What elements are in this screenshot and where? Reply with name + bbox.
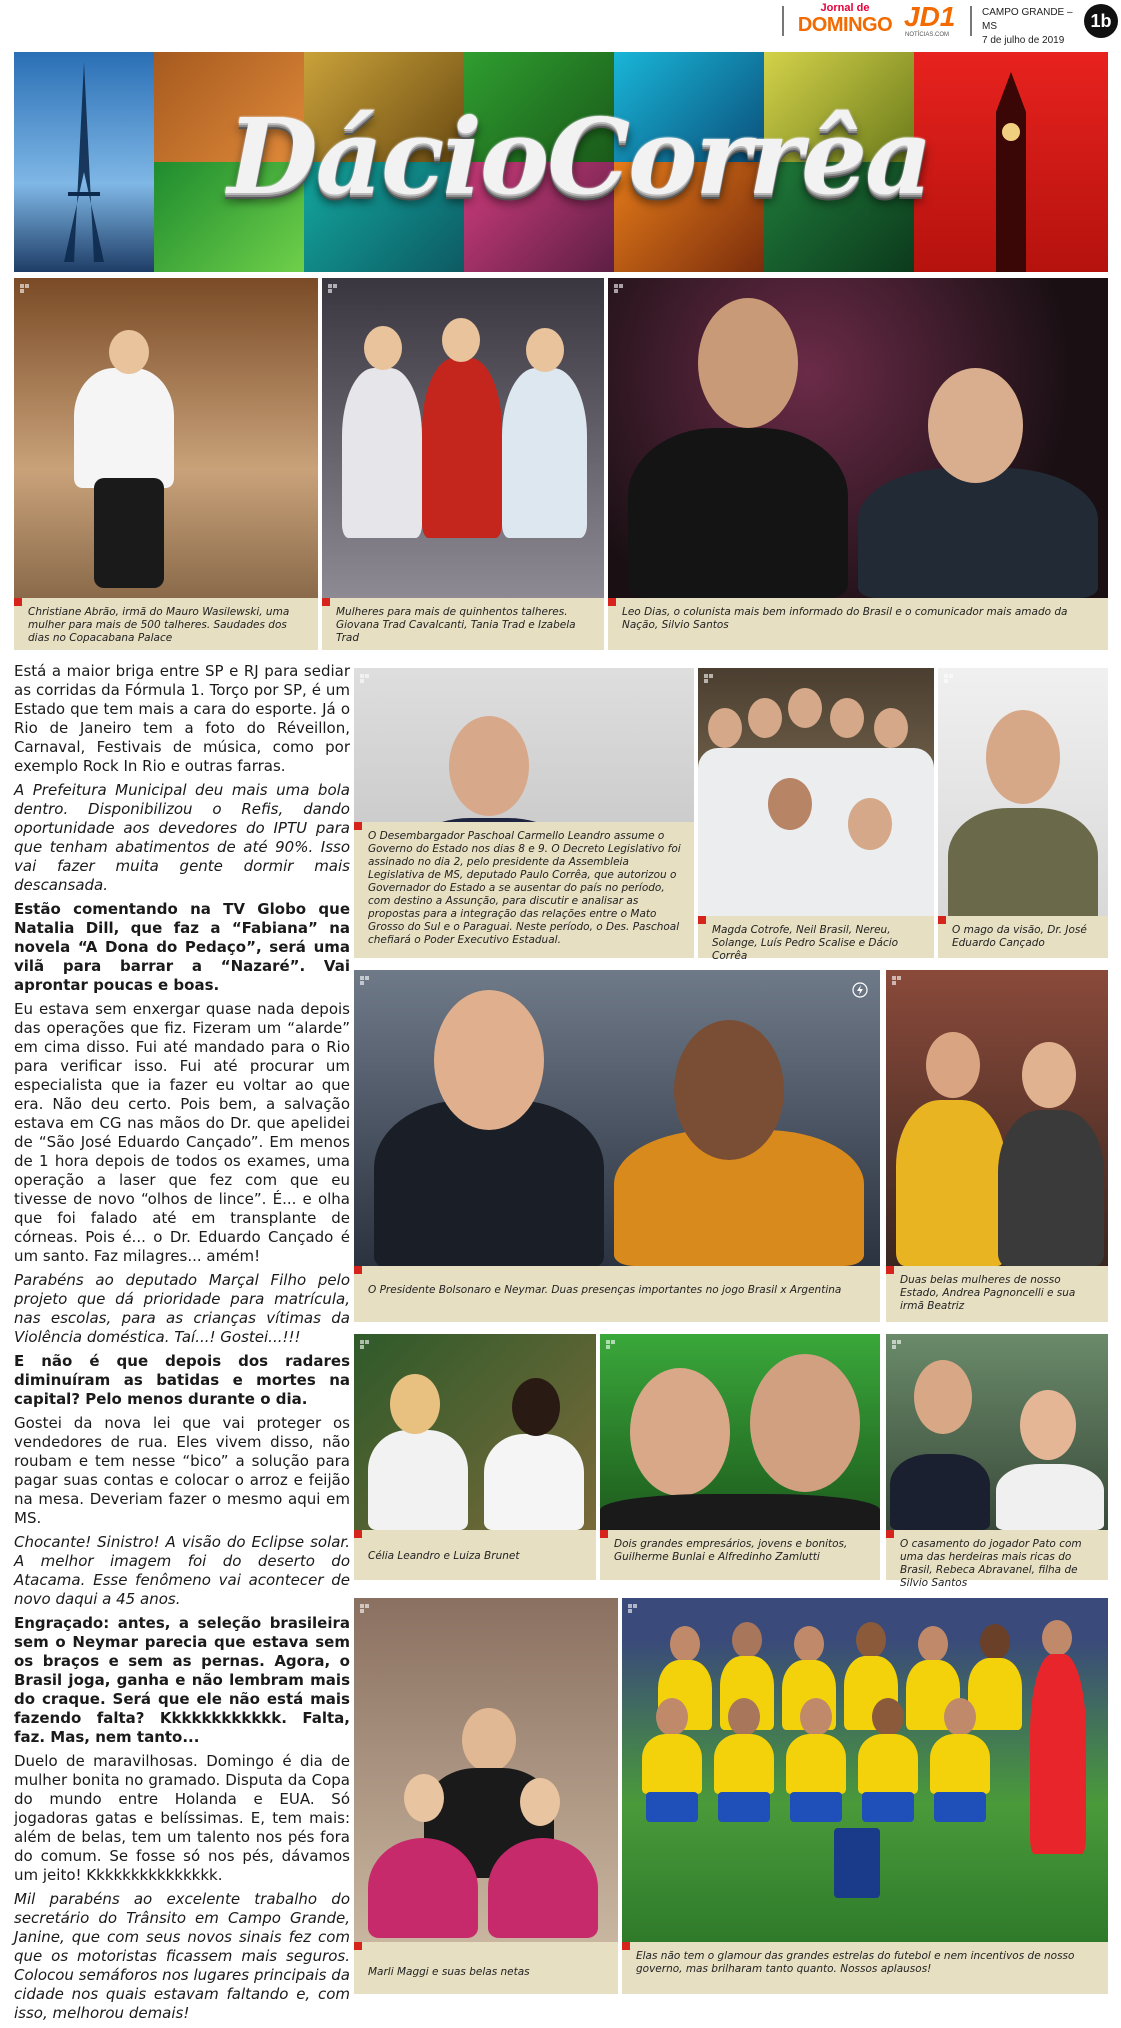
team-pennant	[834, 1828, 880, 1898]
caption-box	[14, 598, 318, 650]
caption-leo-dias: Leo Dias, o colunista mais bem informado do Brasil e o comunicador mais amado da Nação, Silvio Santos	[622, 606, 1068, 631]
caption-marli-maggi: Marli Maggi e suas belas netas	[368, 1966, 530, 1978]
photo-christiane-abrao	[14, 278, 318, 598]
caption-pato-rebeca: O casamento do jogador Pato com uma das herdeiras mais ricas do Brasil, Rebeca Abravanel, filha de Silvio Santos	[900, 1538, 1082, 1589]
jornal-de-domingo-logo	[790, 3, 900, 39]
jd1-logo	[904, 1, 956, 40]
paragraph: Duelo de maravilhosas. Domingo é dia de mulher bonita no gramado. Disputa da Copa do mundo entre Holanda e EUA. Só jogadoras gatas e belíssimas. E, tem mais: além de belas, tem um talento nos pés fora do comum. Se fosse só nos pés, dávamos um jeito! Kkkkkkkkkkkkkkk.	[14, 1752, 350, 1884]
photo-marli-maggi	[354, 1598, 618, 1942]
paragraph: Engraçado: antes, a seleção brasileira sem o Neymar parecia que estava sem os braços e sem as pernas. Agora, o Brasil joga, ganha e não lembram mais do craque. Será que ele não está mais fazendo falta? Kkkkkkkkkkkk. Falta, faz. Mas, nem tanto...	[14, 1614, 350, 1746]
paragraph: Mil parabéns ao excelente trabalho do secretário do Trânsito em Campo Grande, Janine, que com seus novos sinais fez com que os motoristas ficassem mais seguros. Colocou semáforos nos lugares principais da cidade nos quais estavam faltando e, com isso, melhorou demais!	[14, 1890, 350, 2022]
caption-box	[354, 1266, 880, 1322]
caption-box	[886, 1266, 1108, 1322]
paragraph: Parabéns ao deputado Marçal Filho pelo projeto que dá prioridade para matrícula, nas escolas, para as crianças vítimas da Violência doméstica. Taí...! Gostei...!!!	[14, 1271, 350, 1346]
caption-two-women: Duas belas mulheres de nosso Estado, Andrea Pagnoncelli e sua irmã Beatriz	[900, 1274, 1076, 1312]
column-text	[14, 662, 350, 2028]
caption-box	[354, 1942, 618, 1994]
caption-celia-luiza: Célia Leandro e Luiza Brunet	[368, 1550, 520, 1562]
banner-tile-paris	[14, 52, 154, 272]
jd1-logo-text: JD1	[904, 1, 956, 32]
photo-pato-rebeca	[886, 1334, 1108, 1530]
paragraph: A Prefeitura Municipal deu mais uma bola dentro. Disponibilizou o Refis, dando oportunidade aos devedores do IPTU para que tenham abatimentos de até 90%. Isso vai fazer muita gente dormir mais descansada.	[14, 781, 350, 894]
caption-box	[622, 1942, 1108, 1994]
caption-box	[600, 1530, 880, 1580]
location-text: CAMPO GRANDE – MS	[982, 7, 1073, 32]
date-text: 7 de julho de 2019	[982, 35, 1065, 46]
brand-small-text: Jornal de	[820, 2, 870, 14]
caption-christiane-abrao: Christiane Abrão, irmã do Mauro Wasilewski, uma mulher para mais de 500 talheres. Saudades dos dias no Copacabana Palace	[28, 606, 290, 644]
photo-mago-da-visao	[938, 668, 1108, 924]
photo-celia-luiza	[354, 1334, 596, 1530]
caption-box	[886, 1530, 1108, 1589]
caption-box	[354, 822, 694, 958]
paragraph: Estão comentando na TV Globo que Natalia Dill, que faz a “Fabiana” na novela “A Dona do Pedaço”, será uma vilã para barrar a “Nazaré”. Vai aprontar poucas e boas.	[14, 900, 350, 994]
caption-desembargador: O Desembargador Paschoal Carmello Leandro assume o Governo do Estado nos dias 8 e 9. O Decreto Legislativo foi assinado no dia 2, pelo presidente da Assembleia Legislativa de MS, deputado Paulo Corrêa, que autorizou o Governador do Estado a se ausentar do país no período, com destino a Assunção, para discutir e analisar as propostas para a integração das relações entre o Mato Grosso do Sul e o Paraguai. Neste período, o Des. Paschoal chefiará o Poder Executivo Estadual.	[368, 830, 681, 946]
photo-bolsonaro-neymar	[354, 970, 880, 1266]
caption-box	[608, 598, 1108, 650]
masthead-bar	[0, 0, 1121, 44]
caption-businessmen: Dois grandes empresários, jovens e bonitos, Guilherme Bunlai e Alfredinho Zamlutti	[614, 1538, 848, 1563]
caption-trad-women: Mulheres para mais de quinhentos talheres. Giovana Trad Cavalcanti, Tania Trad e Izabela Trad	[336, 606, 576, 644]
column-banner	[14, 52, 1108, 272]
caption-box	[698, 916, 934, 962]
caption-bolsonaro-neymar: O Presidente Bolsonaro e Neymar. Duas presenças importantes no jogo Brasil x Argentina	[368, 1284, 842, 1296]
photo-football-team	[622, 1598, 1108, 1942]
photo-leo-dias-silvio-santos	[608, 278, 1108, 598]
separator	[970, 6, 972, 36]
caption-football-team: Elas não tem o glamour das grandes estrelas do futebol e nem incentivos de nosso governo, mas brilharam tanto quanto. Nossos aplausos!	[636, 1950, 1075, 1975]
separator	[782, 6, 784, 36]
paragraph: Gostei da nova lei que vai proteger os vendedores de rua. Eles vivem disso, não roubam e tem nesse “bico” a solução para pagar suas contas e colocar o arroz e feijão na mesa. Deveriam fazer o mesmo aqui em MS.	[14, 1414, 350, 1527]
dateline	[982, 6, 1082, 48]
paragraph: Chocante! Sinistro! A visão do Eclipse solar. A melhor imagem foi do deserto do Atacama. Esse fenômeno vai acontecer de novo daqui a 45 anos.	[14, 1533, 350, 1608]
paragraph: Está a maior briga entre SP e RJ para sediar as corridas da Fórmula 1. Torço por SP, é um Estado que tem mais a cara do esporte. Já o Rio de Janeiro tem a foto do Réveillon, Carnaval, Festivais de música, como por exemplo Rock In Rio e outras farras.	[14, 662, 350, 775]
caption-box	[938, 916, 1108, 958]
paragraph: E não é que depois dos radares diminuíram as batidas e mortes na capital? Pelo menos durante o dia.	[14, 1352, 350, 1408]
eiffel-tower-icon	[14, 52, 154, 272]
photo-trad-women	[322, 278, 604, 598]
photo-group	[698, 668, 934, 924]
caption-mago-da-visao: O mago da visão, Dr. José Eduardo Cançado	[952, 924, 1087, 949]
page-number-badge: 1b	[1084, 4, 1118, 38]
caption-group: Magda Cotrofe, Neil Brasil, Nereu, Solange, Luís Pedro Scalise e Dácio Corrêa	[712, 924, 899, 962]
lightning-bolt-icon	[852, 982, 868, 998]
photo-businessmen	[600, 1334, 880, 1530]
brand-big-text: DOMINGO	[797, 14, 893, 36]
jd1-sub-text: NOTÍCIAS.COM	[904, 32, 949, 38]
caption-box	[322, 598, 604, 650]
column-title: DácioCorrêa	[227, 95, 931, 218]
caption-box	[354, 1530, 596, 1580]
photo-two-women	[886, 970, 1108, 1266]
paragraph: Eu estava sem enxergar quase nada depois das operações que fiz. Fizeram um “alarde” em cima disso. Fui até mandado para o Rio para verificar isso. Fui até procurar um especialista que ia fazer eu voltar ao que era. Não deu certo. Pois bem, a salvação estava em CG nas mãos do Dr. que apelidei de “São José Eduardo Cançado”. Em menos de 1 hora depois de todos os exames, uma operação a laser que fez com que eu tivesse de novo “olhos de lince”. É... e olha que foi falado até em transplante de córneas. Pois é... o Dr. Eduardo Cançado é um santo. Faz milagres... amém!	[14, 1000, 350, 1265]
